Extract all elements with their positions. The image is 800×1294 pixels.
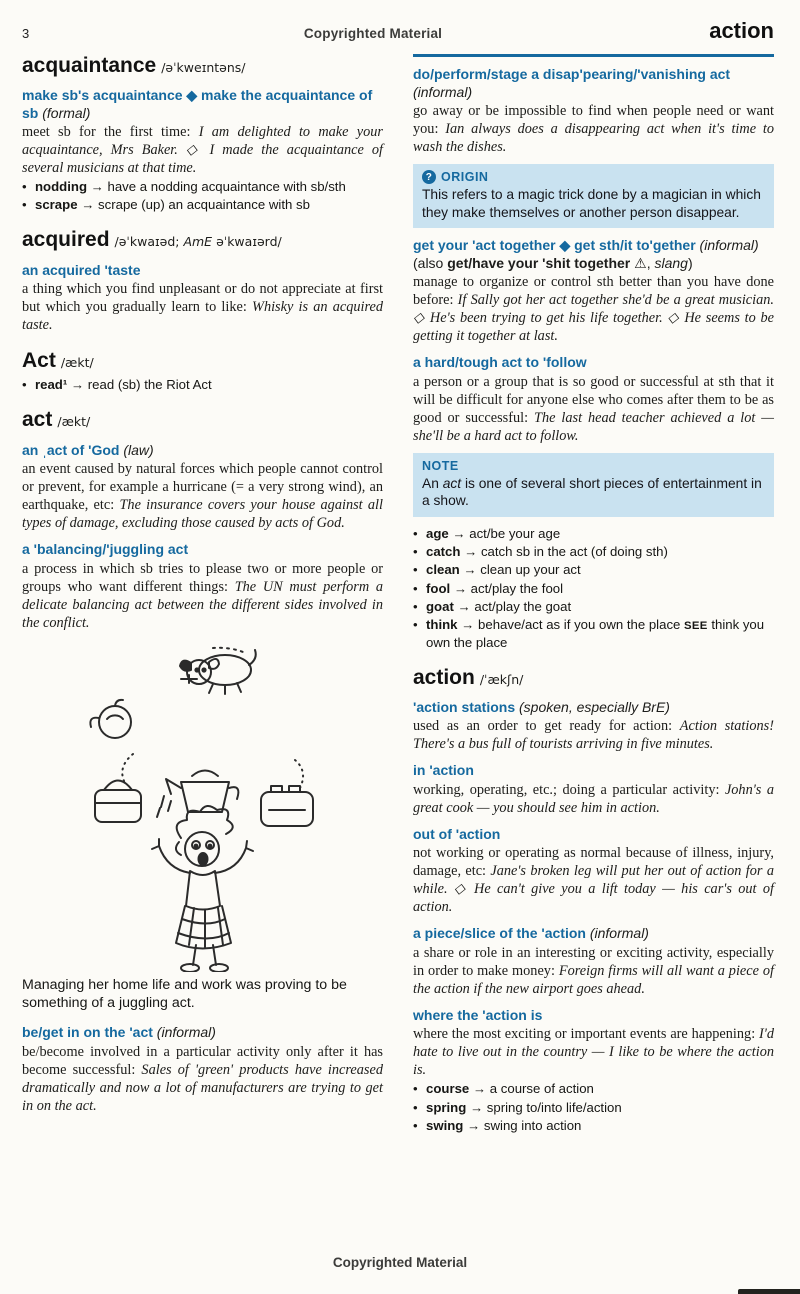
text-segment: → spring to/into life/action bbox=[466, 1099, 622, 1115]
text-segment: age bbox=[426, 526, 449, 542]
bullet-icon: • bbox=[413, 526, 418, 542]
block-body bbox=[413, 717, 774, 753]
text-segment: swing bbox=[426, 1117, 464, 1133]
text-segment: goat bbox=[426, 598, 454, 614]
text-segment: make sb's acquaintance ◆ make the acquaintance of sb bbox=[22, 87, 373, 121]
collocation-text bbox=[426, 598, 571, 615]
text-segment: do/perform/stage a disap'pearing/'vanishing act bbox=[413, 66, 731, 82]
text-segment: /ækt/ bbox=[57, 414, 91, 430]
bullet-icon: • bbox=[413, 544, 418, 560]
right-column bbox=[413, 54, 774, 1135]
text-segment: fool bbox=[426, 580, 451, 596]
block-body bbox=[22, 460, 383, 532]
text-segment: be/become involved in a particular activity only after it has become successful: bbox=[22, 1043, 383, 1078]
text-segment: (spoken, especially BrE) bbox=[515, 698, 670, 715]
block-body bbox=[22, 1043, 383, 1115]
text-segment: an acquired 'taste bbox=[22, 261, 141, 278]
block-phrase bbox=[22, 1024, 383, 1042]
headword-text: acquaintance bbox=[22, 54, 157, 77]
bullet-icon: • bbox=[413, 562, 418, 578]
flying-toaster bbox=[261, 786, 313, 826]
text-segment: → scrape (up) an acquaintance with sb bbox=[77, 197, 310, 213]
text-segment: Action stations! There's a bus full of tourists arriving in five minutes. bbox=[413, 718, 774, 753]
text-segment: Jane's broken leg will put her out of action for a while. ◇ He can't give you a lift today — his car's out of action. bbox=[413, 863, 774, 916]
text-segment: a hard/tough act to 'follow bbox=[413, 354, 587, 371]
block-headword bbox=[413, 666, 774, 690]
pronunciation bbox=[480, 672, 524, 687]
text-segment: John's a great cook — you should see him in action. bbox=[413, 781, 774, 816]
text-segment: (also bbox=[413, 254, 448, 271]
text-segment: This refers to a magic trick done by a magician in which they make themselves or another person disappear. bbox=[422, 187, 761, 220]
text-segment: course bbox=[426, 1081, 470, 1097]
block-bullet bbox=[413, 1080, 774, 1097]
block-phrase bbox=[413, 762, 774, 780]
text-segment: go away or be impossible to find when people need or want you: bbox=[413, 103, 774, 137]
text-segment: → act/play the fool bbox=[450, 580, 564, 596]
block-headword bbox=[22, 408, 383, 432]
headword-text: action bbox=[413, 665, 475, 689]
column-top-rule bbox=[413, 54, 774, 57]
text-segment: → a course of action bbox=[469, 1081, 594, 1097]
text-segment: The UN must perform a delicate balancing act between the different sides involved in the conflict. bbox=[22, 578, 383, 631]
block-phrase bbox=[413, 354, 774, 372]
block-phrase bbox=[22, 262, 383, 280]
block-body bbox=[413, 102, 774, 156]
text-segment: → have a nodding acquaintance with sb/sth bbox=[87, 179, 346, 195]
text-segment: → swing into action bbox=[463, 1117, 582, 1133]
box-text bbox=[422, 475, 765, 510]
two-column-layout bbox=[22, 54, 774, 1135]
block-phrase bbox=[413, 237, 774, 272]
text-segment: get/have your 'shit together bbox=[447, 254, 631, 271]
bullet-icon: • bbox=[413, 1099, 418, 1115]
text-segment: (law) bbox=[119, 441, 154, 458]
block-body bbox=[413, 844, 774, 916]
text-segment: (informal) bbox=[152, 1024, 216, 1041]
text-segment: Whisky is an acquired taste. bbox=[22, 299, 383, 334]
text-segment: a process in which sb tries to please two or more people or groups who want different things: bbox=[22, 560, 383, 595]
box-label bbox=[422, 170, 765, 184]
juggling-cartoon-illustration bbox=[63, 642, 343, 972]
bullet-icon: • bbox=[413, 1117, 418, 1133]
bullet-icon: • bbox=[413, 580, 418, 596]
text-segment: → read (sb) the Riot Act bbox=[67, 377, 212, 393]
text-segment: /əˈkweɪntəns/ bbox=[161, 60, 246, 75]
collocation-text bbox=[426, 561, 581, 578]
block-caption bbox=[22, 976, 383, 1013]
text-segment: think bbox=[426, 616, 458, 632]
block-body bbox=[22, 123, 383, 177]
collocation-text bbox=[426, 616, 774, 651]
text-segment: The last head teacher achieved a lot — she'll be a hard act to follow. bbox=[413, 409, 774, 444]
block-phrase bbox=[22, 541, 383, 559]
text-segment: a share or role in an interesting or exciting activity, especially in order to make money: bbox=[413, 944, 774, 979]
block-headword bbox=[22, 349, 383, 373]
headword-text: Act bbox=[22, 349, 56, 373]
text-segment: in 'action bbox=[413, 762, 474, 779]
text-segment: ⚠, bbox=[630, 254, 651, 271]
flying-handbag bbox=[95, 780, 141, 822]
page-number: 3 bbox=[22, 26, 30, 41]
block-headword bbox=[22, 54, 383, 78]
collocation-text bbox=[426, 580, 563, 597]
block-body bbox=[413, 273, 774, 345]
text-segment: /ækt/ bbox=[60, 355, 94, 371]
text-segment: Sales of 'green' products have increased dramatically and now a lot of manufacturers are trying to get in on the act. bbox=[22, 1061, 383, 1114]
text-segment: clean bbox=[426, 562, 460, 578]
block-body bbox=[22, 560, 383, 632]
text-segment: catch bbox=[426, 544, 461, 560]
collocation-text bbox=[426, 1080, 594, 1097]
block-body bbox=[413, 781, 774, 817]
text-segment: 'action stations bbox=[413, 698, 516, 715]
text-segment: (informal) bbox=[585, 925, 649, 942]
text-segment: scrape bbox=[35, 197, 78, 213]
text-segment: → act/be your age bbox=[448, 526, 561, 542]
running-head: action bbox=[709, 18, 774, 43]
text-segment: not working or operating as normal because of illness, injury, damage, etc: bbox=[413, 845, 774, 880]
block-bullet bbox=[22, 196, 383, 213]
text-segment: act bbox=[442, 475, 462, 491]
text-segment: read¹ bbox=[35, 377, 68, 393]
collocation-text bbox=[426, 525, 560, 542]
block-phrase bbox=[413, 699, 774, 717]
bullet-icon: • bbox=[413, 1081, 418, 1097]
box-label-text: NOTE bbox=[422, 458, 459, 473]
collocation-text bbox=[426, 543, 668, 560]
text-segment: an ˌact of 'God bbox=[22, 441, 120, 458]
origin-question-icon: ? bbox=[422, 170, 436, 184]
block-body bbox=[413, 373, 774, 445]
box-label-text: ORIGIN bbox=[441, 170, 489, 184]
text-segment: Managing her home life and work was proving to be something of a juggling act. bbox=[22, 976, 347, 1011]
block-body bbox=[413, 1025, 774, 1079]
text-segment: a thing which you find unpleasant or do not appreciate at first but which you gradually learn to like: bbox=[22, 281, 383, 316]
text-segment: → behave/act as if you own the place bbox=[457, 616, 685, 632]
text-segment: where the 'action is bbox=[413, 1006, 543, 1023]
text-segment: → catch sb in the act (of doing sth) bbox=[460, 544, 668, 560]
note-box bbox=[413, 453, 774, 517]
pronunciation bbox=[61, 355, 94, 370]
text-segment: AmE bbox=[183, 234, 213, 250]
text-segment: a 'balancing/'juggling act bbox=[22, 541, 189, 558]
collocation-text bbox=[426, 1117, 581, 1134]
text-segment: used as an order to get ready for action: bbox=[413, 718, 680, 735]
text-segment: slang bbox=[650, 254, 688, 271]
origin-box bbox=[413, 164, 774, 228]
block-headword bbox=[22, 228, 383, 252]
text-segment: nodding bbox=[35, 179, 87, 195]
text-segment: I'd hate to live out in the country — I like to be where the action is. bbox=[413, 1026, 774, 1079]
collocation-text bbox=[426, 1099, 622, 1116]
page-header bbox=[22, 18, 774, 44]
text-segment: out of 'action bbox=[413, 825, 501, 842]
text-segment: Ian always does a disappearing act when it's time to wash the dishes. bbox=[413, 121, 774, 155]
text-segment: working, operating, etc.; doing a particular activity: bbox=[413, 781, 725, 798]
pronunciation bbox=[115, 234, 282, 249]
text-segment: a piece/slice of the 'action bbox=[413, 925, 586, 942]
bullet-icon: • bbox=[22, 377, 27, 393]
block-phrase bbox=[22, 87, 383, 122]
block-phrase bbox=[413, 826, 774, 844]
box-label bbox=[422, 459, 765, 473]
block-bullet bbox=[413, 561, 774, 578]
block-bullet bbox=[413, 598, 774, 615]
bullet-icon: • bbox=[22, 197, 27, 213]
copyright-notice-top: Copyrighted Material bbox=[303, 26, 443, 41]
text-segment: be/get in on the 'act bbox=[22, 1024, 153, 1041]
block-bullet bbox=[22, 376, 383, 393]
text-segment: ) bbox=[687, 254, 693, 271]
text-segment: get your 'act together ◆ get sth/it to'gether bbox=[413, 237, 696, 254]
block-bullet bbox=[413, 580, 774, 597]
text-segment: meet sb for the first time: bbox=[22, 124, 199, 141]
copyright-notice-bottom: Copyrighted Material bbox=[332, 1255, 468, 1270]
collocation-text bbox=[35, 196, 310, 213]
scan-artifact bbox=[738, 1289, 800, 1294]
collocation-text bbox=[35, 178, 346, 195]
collocation-text bbox=[35, 376, 212, 393]
text-segment: an event caused by natural forces which people cannot control or prevent, for example a hurricane (= a very strong wind), an earthquake, etc: bbox=[22, 461, 383, 514]
text-segment: (informal) bbox=[413, 83, 473, 100]
dog-figure bbox=[180, 647, 256, 693]
block-phrase bbox=[413, 1007, 774, 1025]
text-segment: I am delighted to make your acquaintance, Mrs Baker. ◇ I made the acquaintance of several musicians at that time. bbox=[22, 124, 383, 177]
juggling-woman bbox=[152, 805, 253, 971]
text-segment: is one of several short pieces of entertainment in a show. bbox=[422, 475, 762, 509]
text-segment: əˈkwaɪərd/ bbox=[212, 234, 282, 250]
text-segment: An bbox=[422, 475, 443, 491]
text-segment: /əˈkwaɪəd; bbox=[114, 234, 184, 250]
bullet-icon: • bbox=[413, 616, 418, 632]
block-bullet bbox=[413, 1117, 774, 1134]
bullet-icon: • bbox=[413, 598, 418, 614]
block-phrase bbox=[413, 925, 774, 943]
text-segment: /ˈækʃn/ bbox=[479, 671, 524, 687]
block-bullet bbox=[413, 1099, 774, 1116]
block-bullet bbox=[413, 543, 774, 560]
text-segment: SEE bbox=[684, 619, 708, 632]
flying-teapot bbox=[90, 699, 131, 737]
text-segment: a person or a group that is so good or successful at sth that it will be difficult for anyone else who comes after them to be as good or successful: bbox=[413, 373, 774, 426]
text-segment: The insurance covers your house against all types of damage, excluding those caused by acts of God. bbox=[22, 497, 383, 532]
block-phrase bbox=[413, 66, 774, 101]
headword-text: act bbox=[22, 408, 53, 432]
block-body bbox=[413, 944, 774, 998]
block-phrase bbox=[22, 442, 383, 460]
box-text bbox=[422, 186, 765, 221]
block-bullet bbox=[413, 525, 774, 542]
text-segment: where the most exciting or important events are happening: bbox=[413, 1026, 760, 1043]
text-segment: Foreign firms will all want a piece of the action if the new airport goes ahead. bbox=[413, 962, 774, 997]
text-segment: think you own the place bbox=[426, 616, 765, 650]
block-body bbox=[22, 280, 383, 334]
block-bullet bbox=[413, 616, 774, 651]
text-segment: manage to organize or control sth better than you have done before: bbox=[413, 274, 774, 309]
text-segment: (informal) bbox=[695, 237, 759, 254]
text-segment: (formal) bbox=[38, 104, 91, 121]
left-column bbox=[22, 54, 383, 1135]
bullet-icon: • bbox=[22, 179, 27, 195]
block-bullet bbox=[22, 178, 383, 195]
pronunciation bbox=[161, 60, 245, 75]
text-segment: If Sally got her act together she'd be a great musician. ◇ He's been trying to get his life together. ◇ He seems to be getting it together at last. bbox=[413, 292, 774, 345]
text-segment: → clean up your act bbox=[459, 562, 581, 578]
headword-text: acquired bbox=[22, 228, 110, 252]
text-segment: spring bbox=[426, 1099, 467, 1115]
text-segment: → act/play the goat bbox=[453, 598, 572, 614]
pronunciation bbox=[57, 414, 90, 429]
